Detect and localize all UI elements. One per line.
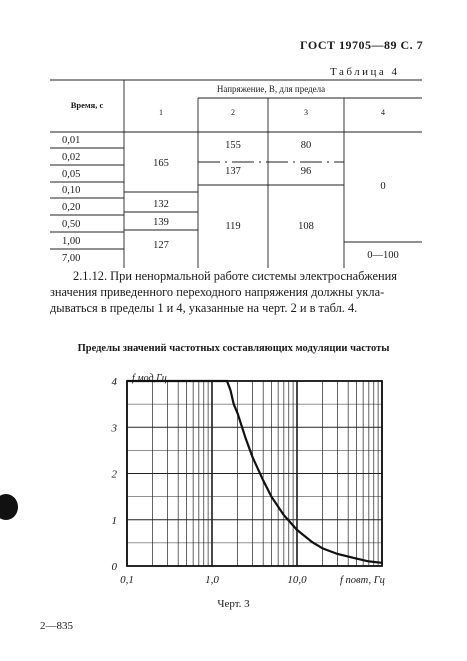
chart-y-label: f мод,Гц — [132, 373, 167, 384]
table-cell: 127 — [153, 240, 169, 251]
page-footer: 2—835 — [40, 620, 73, 632]
table-cell: 80 — [300, 140, 312, 151]
x-tick-label: 1,0 — [205, 574, 219, 586]
table-col-3-header: 3 — [304, 108, 308, 117]
page-header: ГОСТ 19705—89 С. 7 — [300, 38, 424, 52]
chart-x-label: f повт, Гц — [340, 575, 385, 586]
table-time-cell: 7,00 — [62, 253, 81, 264]
table-caption: Таблица 4 — [330, 66, 400, 78]
table-cell: 165 — [153, 158, 169, 169]
chart-title: Пределы значений частотных составляющих модуляции частоты — [77, 343, 390, 354]
figure-caption: Черт. 3 — [217, 598, 250, 610]
table-col-1-header: 1 — [159, 108, 163, 117]
paragraph-line: 2.1.12. При ненормальной работе системы электроснабжения — [73, 269, 397, 283]
table-time-cell: 0,01 — [62, 135, 81, 146]
y-tick-label: 4 — [111, 376, 117, 388]
x-tick-label: 10,0 — [287, 574, 307, 586]
table-cell: 0 — [380, 181, 386, 192]
table-cell: 96 — [300, 166, 312, 177]
table-time-cell: 0,20 — [62, 202, 81, 213]
table-col-2-header: 2 — [231, 108, 235, 117]
paragraph-line: значения приведенного переходного напряжения должны укла- — [50, 285, 385, 299]
table-cell: 137 — [225, 166, 241, 177]
table-time-cell: 0,02 — [62, 152, 81, 163]
table-cell: 132 — [153, 199, 169, 210]
table-col-4-header: 4 — [381, 108, 385, 117]
y-tick-label: 2 — [111, 468, 117, 481]
table-cell: 155 — [225, 140, 241, 151]
chart-series-line — [127, 381, 382, 563]
chart-grid — [127, 381, 382, 566]
table-cell: 108 — [298, 221, 314, 232]
y-tick-label: 1 — [111, 514, 117, 527]
y-tick-label: 3 — [111, 422, 117, 435]
table-row-header: Время, с — [70, 100, 104, 110]
table-time-cell: 0,50 — [62, 219, 81, 230]
table-cell: 0—100 — [367, 250, 399, 261]
table-cell: 119 — [225, 221, 241, 232]
y-tick-label: 0 — [111, 561, 117, 573]
table-cell: 139 — [153, 217, 169, 228]
table-group-header: Напряжение, В, для предела — [216, 84, 326, 94]
table-time-cell: 0,05 — [62, 169, 81, 180]
table-time-cell: 1,00 — [62, 236, 81, 247]
table-time-cell: 0,10 — [62, 185, 81, 196]
x-tick-label: 0,1 — [120, 574, 134, 586]
paragraph-line: дываться в пределы 1 и 4, указанные на черт. 2 и в табл. 4. — [50, 301, 358, 315]
